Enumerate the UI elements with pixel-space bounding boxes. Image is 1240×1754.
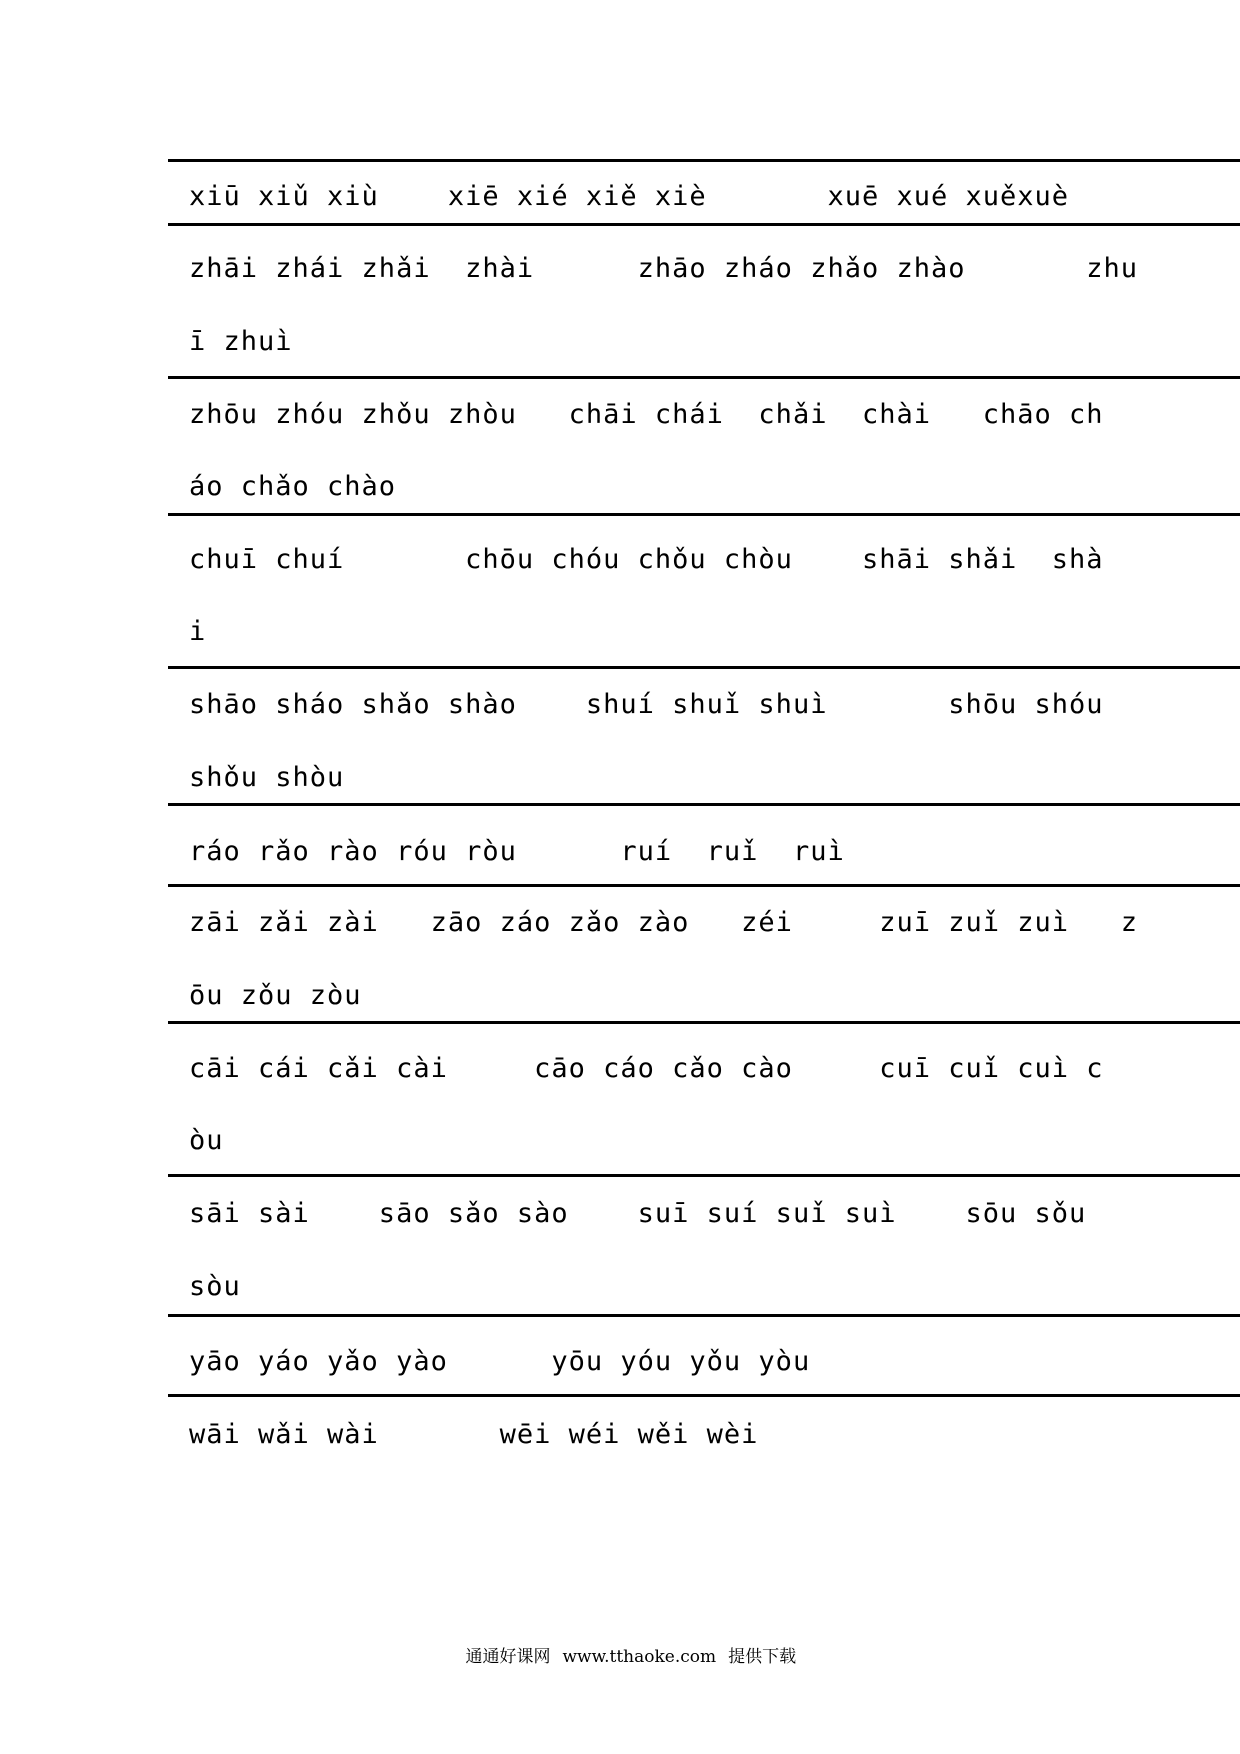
footer-url: www.tthaoke.com — [562, 1647, 717, 1667]
table-rule — [168, 513, 1240, 516]
table-rule — [168, 666, 1240, 669]
pinyin-line: zāi zǎi zài zāo záo zǎo zào zéi zuī zuǐ zuì z — [189, 907, 1139, 938]
table-rule — [168, 1021, 1240, 1024]
table-rule — [168, 159, 1240, 162]
pinyin-line: sòu — [189, 1271, 241, 1302]
table-rule — [168, 1314, 1240, 1317]
pinyin-line: ráo rǎo rào róu ròu ruí ruǐ ruì — [189, 836, 845, 867]
table-rule — [168, 884, 1240, 887]
table-rule — [168, 223, 1240, 226]
pinyin-line: shǒu shòu — [189, 762, 345, 793]
pinyin-line: zhāi zhái zhǎi zhài zhāo zháo zhǎo zhào zhu — [189, 253, 1139, 284]
pinyin-line: i — [189, 616, 207, 647]
pinyin-line: òu — [189, 1125, 224, 1156]
page-footer — [0, 1622, 1240, 1687]
table-rule — [168, 1174, 1240, 1177]
pinyin-line: xiū xiǔ xiù xiē xié xiě xiè xuē xué xuěxuè — [189, 181, 1070, 212]
table-rule — [168, 376, 1240, 379]
table-rule — [168, 1394, 1240, 1397]
pinyin-line: wāi wǎi wài wēi wéi wěi wèi — [189, 1419, 759, 1450]
footer-suffix: 提供下载 — [728, 1647, 797, 1667]
pinyin-line: cāi cái cǎi cài cāo cáo cǎo cào cuī cuǐ cuì c — [189, 1053, 1104, 1084]
pinyin-line: ī zhuì — [189, 326, 293, 357]
pinyin-line: ōu zǒu zòu — [189, 980, 362, 1011]
pinyin-line: shāo sháo shǎo shào shuí shuǐ shuì shōu shóu — [189, 689, 1104, 720]
footer-site-name: 通通好课网 — [465, 1647, 551, 1667]
pinyin-line: zhōu zhóu zhǒu zhòu chāi chái chǎi chài chāo ch — [189, 399, 1104, 430]
pinyin-line: sāi sài sāo sǎo sào suī suí suǐ suì sōu sǒu — [189, 1198, 1087, 1229]
pinyin-line: chuī chuí chōu chóu chǒu chòu shāi shǎi shà — [189, 544, 1104, 575]
pinyin-line: áo chǎo chào — [189, 471, 397, 502]
pinyin-line: yāo yáo yǎo yào yōu yóu yǒu yòu — [189, 1346, 811, 1377]
table-rule — [168, 803, 1240, 806]
